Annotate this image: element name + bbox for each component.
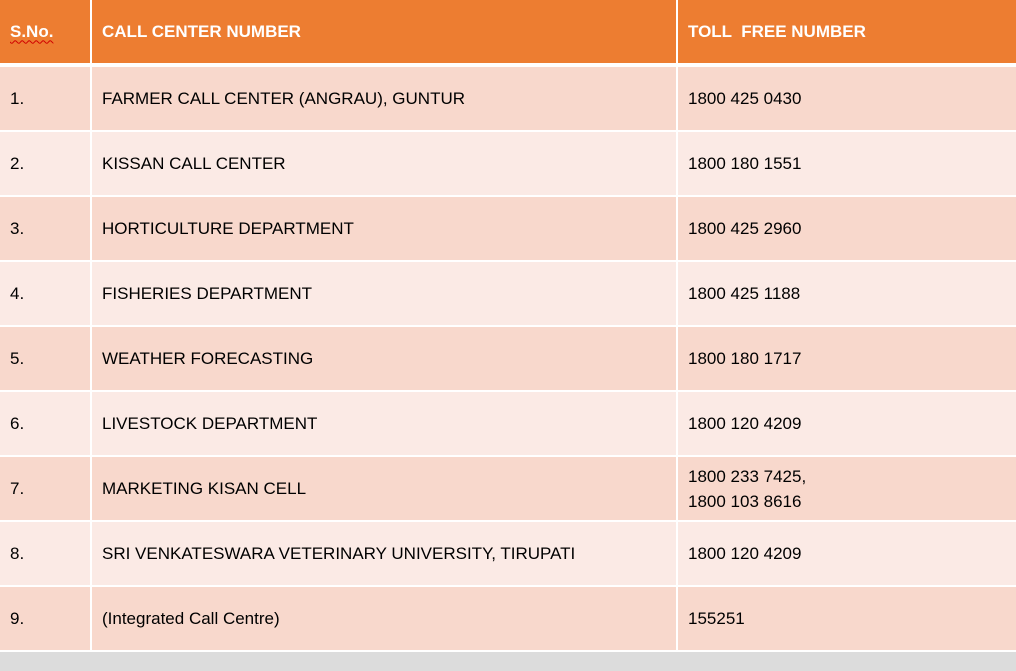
cell-sno: 7. xyxy=(0,456,91,521)
cell-toll-free: 1800 180 1551 xyxy=(677,131,1016,196)
cell-toll-free: 1800 233 7425, 1800 103 8616 xyxy=(677,456,1016,521)
table-row xyxy=(0,326,1016,391)
table-row xyxy=(0,586,1016,651)
cell-call-center: FARMER CALL CENTER (ANGRAU), GUNTUR xyxy=(91,65,677,131)
cell-call-center: LIVESTOCK DEPARTMENT xyxy=(91,391,677,456)
cell-toll-free: 1800 425 1188 xyxy=(677,261,1016,326)
cell-toll-free: 1800 120 4209 xyxy=(677,391,1016,456)
cell-toll-free: 1800 180 1717 xyxy=(677,326,1016,391)
cell-sno: 6. xyxy=(0,391,91,456)
header-sno-label: S.No. xyxy=(10,21,54,41)
cell-sno: 8. xyxy=(0,521,91,586)
table-header-row xyxy=(0,0,1016,65)
cell-call-center: HORTICULTURE DEPARTMENT xyxy=(91,196,677,261)
cell-call-center: WEATHER FORECASTING xyxy=(91,326,677,391)
cell-sno: 2. xyxy=(0,131,91,196)
cell-call-center: MARKETING KISAN CELL xyxy=(91,456,677,521)
header-toll-free: TOLL FREE NUMBER xyxy=(677,0,1016,65)
cell-toll-free: 1800 425 0430 xyxy=(677,65,1016,131)
cell-toll-free: 1800 120 4209 xyxy=(677,521,1016,586)
cell-sno: 4. xyxy=(0,261,91,326)
header-sno xyxy=(0,0,91,65)
cell-call-center: FISHERIES DEPARTMENT xyxy=(91,261,677,326)
table-row xyxy=(0,65,1016,131)
cell-sno: 5. xyxy=(0,326,91,391)
cell-toll-free: 1800 425 2960 xyxy=(677,196,1016,261)
table-row xyxy=(0,521,1016,586)
cell-call-center: KISSAN CALL CENTER xyxy=(91,131,677,196)
table-row xyxy=(0,391,1016,456)
cell-sno: 9. xyxy=(0,586,91,651)
table-row xyxy=(0,196,1016,261)
cell-sno: 1. xyxy=(0,65,91,131)
cell-toll-free: 155251 xyxy=(677,586,1016,651)
header-call-center: CALL CENTER NUMBER xyxy=(91,0,677,65)
table-row xyxy=(0,131,1016,196)
cell-sno: 3. xyxy=(0,196,91,261)
cell-call-center: SRI VENKATESWARA VETERINARY UNIVERSITY, TIRUPATI xyxy=(91,521,677,586)
table-row xyxy=(0,261,1016,326)
cell-call-center: (Integrated Call Centre) xyxy=(91,586,677,651)
table-row xyxy=(0,456,1016,521)
